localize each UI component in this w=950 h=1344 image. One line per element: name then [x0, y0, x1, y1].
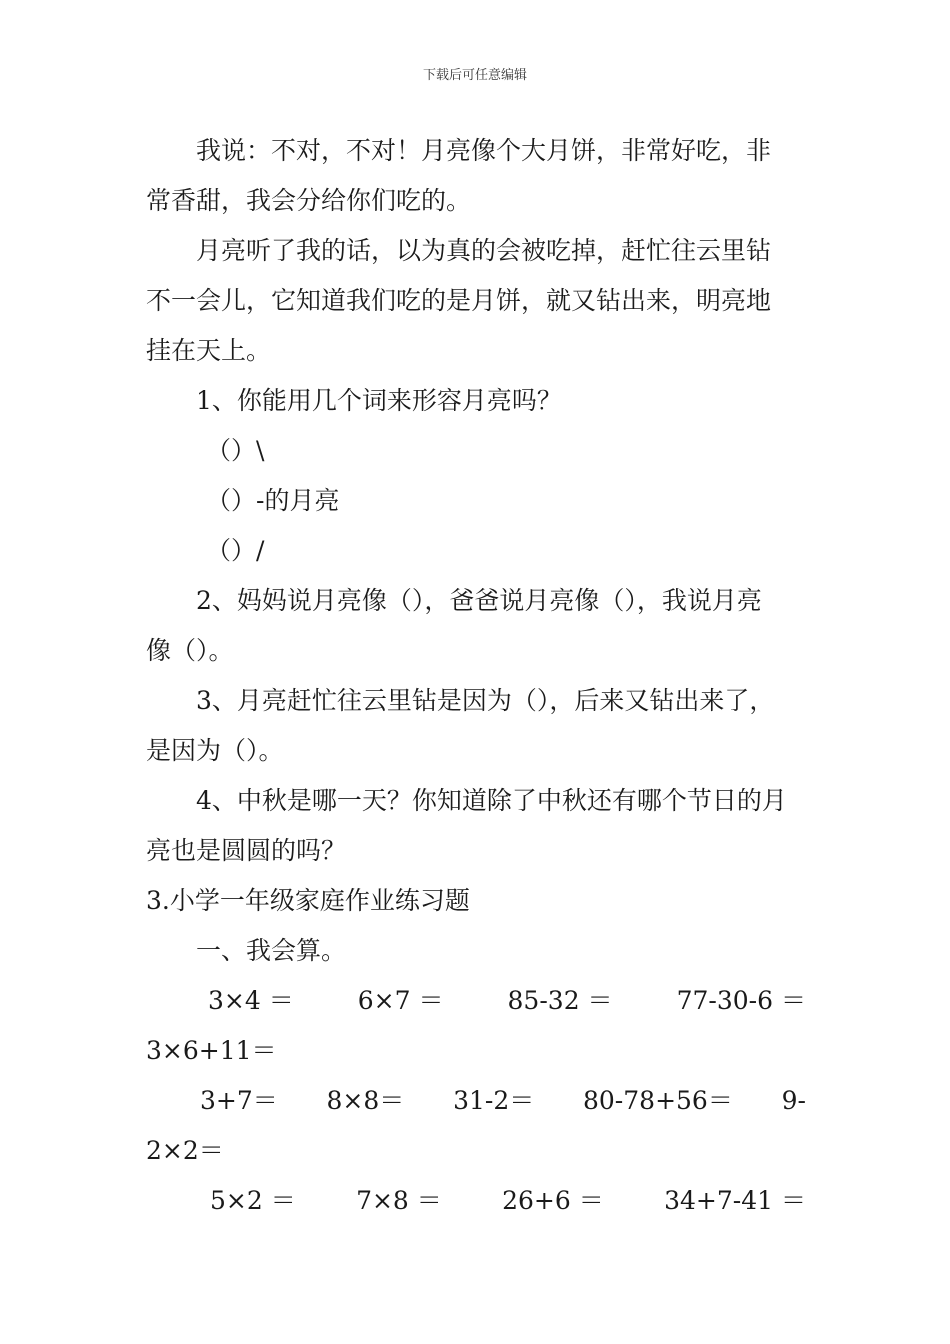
question-2: 2、妈妈说月亮像（），爸爸说月亮像（），我说月亮	[196, 586, 762, 615]
math-item: 80-78+56＝	[583, 1086, 733, 1115]
math-item: 31-2＝	[453, 1086, 535, 1115]
math-item: 34+7-41 ＝	[664, 1186, 806, 1215]
passage-line: 月亮听了我的话，以为真的会被吃掉，赶忙往云里钻	[196, 236, 772, 265]
math-item: 9-	[781, 1086, 806, 1115]
section-subtitle: 一、我会算。	[196, 936, 347, 965]
question-4-cont: 亮也是圆圆的吗？	[146, 836, 347, 865]
math-row-cont: 2×2＝	[146, 1136, 224, 1165]
question-3: 3、月亮赶忙往云里钻是因为（），后来又钻出来了，	[196, 686, 775, 715]
question-1-blank: （）/	[206, 536, 265, 565]
math-row	[146, 1176, 806, 1226]
passage-line: 挂在天上。	[146, 336, 272, 365]
math-row	[146, 1076, 806, 1126]
question-2-cont: 像（）。	[146, 636, 234, 665]
question-1-blank: （）-的月亮	[206, 486, 340, 515]
passage-line: 常香甜，我会分给你们吃的。	[146, 186, 472, 215]
math-item: 3+7＝	[200, 1086, 278, 1115]
question-3-cont: 是因为（）。	[146, 736, 284, 765]
math-row	[146, 976, 806, 1026]
question-1: 1、你能用几个词来形容月亮吗？	[196, 386, 562, 415]
question-4: 4、中秋是哪一天？你知道除了中秋还有哪个节日的月	[196, 786, 787, 815]
question-1-blank: （）\	[206, 436, 265, 465]
math-item: 7×8 ＝	[356, 1186, 442, 1215]
math-item: 26+6 ＝	[502, 1186, 604, 1215]
math-item: 3×4 ＝	[208, 986, 294, 1015]
math-item: 8×8＝	[326, 1086, 405, 1115]
math-item: 6×7 ＝	[357, 986, 444, 1015]
math-item: 77-30-6 ＝	[676, 986, 806, 1015]
math-row-cont: 3×6+11＝	[146, 1036, 277, 1065]
passage-line: 我说：不对，不对！月亮像个大月饼，非常好吃，非	[196, 136, 772, 165]
passage-line: 不一会儿，它知道我们吃的是月饼，就又钻出来，明亮地	[146, 286, 772, 315]
section-title: 3.小学一年级家庭作业练习题	[146, 886, 470, 915]
math-item: 5×2 ＝	[210, 1186, 296, 1215]
document-body	[146, 126, 806, 1226]
math-item: 85-32 ＝	[507, 986, 613, 1015]
page-header: 下载后可任意编辑	[422, 68, 527, 83]
